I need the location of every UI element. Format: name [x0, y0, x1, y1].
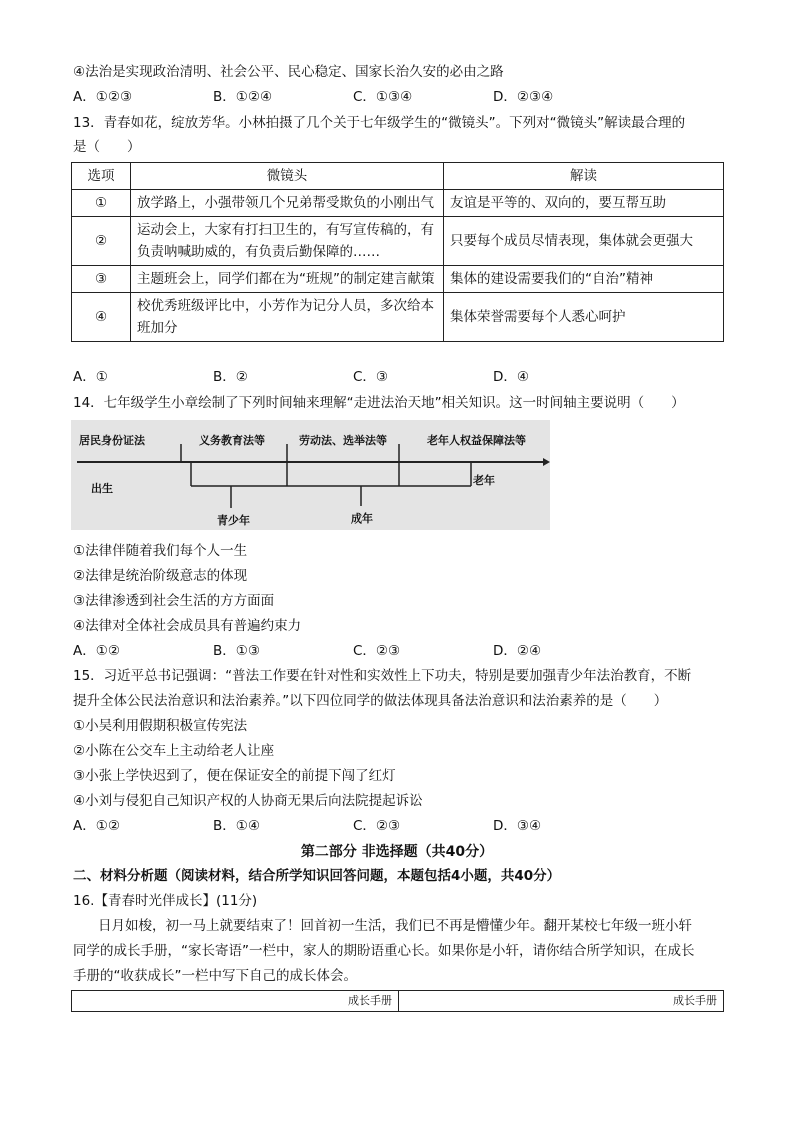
row-option: ③ — [72, 266, 131, 293]
option-a: A．①②③ — [73, 89, 133, 105]
q15-item-1: ①小吴利用假期积极宣传宪法 — [73, 718, 248, 734]
timeline-figure — [71, 420, 550, 530]
option-d: D．②④ — [493, 643, 542, 659]
option-b: B．①④ — [213, 818, 260, 834]
table-row — [72, 266, 724, 293]
timeline-label-elderly-law: 老年人权益保障法等 — [427, 434, 526, 447]
q12-item-4: ④法治是实现政治清明、社会公平、民心稳定、国家长治久安的必由之路 — [73, 64, 504, 80]
q12-options — [73, 87, 713, 107]
timeline-label-birth: 出生 — [91, 482, 113, 495]
option-b: B．①③ — [213, 643, 260, 659]
row-lens: 校优秀班级评比中，小芳作为记分人员，多次给本班加分 — [131, 293, 444, 342]
option-c: C．①③④ — [353, 89, 413, 105]
option-a: A．①② — [73, 818, 120, 834]
row-lens: 运动会上，大家有打扫卫生的，有写宣传稿的，有负责呐喊助威的，有负责后勤保障的…… — [131, 217, 444, 266]
header-lens: 微镜头 — [131, 163, 444, 190]
row-reading: 集体荣誉需要每个人悉心呵护 — [444, 293, 724, 342]
row-lens: 放学路上，小强带领几个兄弟帮受欺负的小刚出气 — [131, 190, 444, 217]
q14-options — [73, 641, 713, 661]
q15-item-4: ④小刘与侵犯自己知识产权的人协商无果后向法院提起诉讼 — [73, 793, 423, 809]
q16-paragraph-line2: 同学的成长手册，“家长寄语”一栏中，家人的期盼语重心长。如果你是小轩，请你结合所学知识，在成长 — [73, 943, 695, 959]
row-reading: 只要每个成员尽情表现，集体就会更强大 — [444, 217, 724, 266]
header-option: 选项 — [72, 163, 131, 190]
option-d: D．④ — [493, 369, 529, 385]
q14-item-3: ③法律渗透到社会生活的方方面面 — [73, 593, 275, 609]
option-a: A．① — [73, 369, 108, 385]
q13-stem-line1: 13．青春如花，绽放芳华。小林拍摄了几个关于七年级学生的“微镜头”。下列对“微镜头”解读最合理的 — [73, 115, 686, 131]
section-heading: 二、材料分析题（阅读材料，结合所学知识回答问题，本题包括4小题，共40分） — [73, 868, 561, 884]
row-option: ④ — [72, 293, 131, 342]
handbook-left-heading: 成长手册 — [348, 994, 392, 1007]
table-row — [72, 217, 724, 266]
q13-options — [73, 367, 713, 387]
row-option: ① — [72, 190, 131, 217]
q13-table — [71, 162, 724, 342]
q13-stem-line2: 是（ ） — [73, 139, 141, 155]
timeline-label-youth: 青少年 — [217, 514, 250, 527]
q16-title: 16.【青春时光伴成长】(11分) — [73, 893, 258, 909]
timeline-label-education-law: 义务教育法等 — [199, 434, 265, 447]
row-lens: 主题班会上，同学们都在为“班规”的制定建言献策 — [131, 266, 444, 293]
q15-item-2: ②小陈在公交车上主动给老人让座 — [73, 743, 275, 759]
part2-title: 第二部分 非选择题（共40分） — [300, 844, 494, 860]
timeline-label-adult: 成年 — [351, 512, 373, 525]
option-d: D．②③④ — [493, 89, 554, 105]
q14-item-4: ④法律对全体社会成员具有普遍约束力 — [73, 618, 302, 634]
q14-item-1: ①法律伴随着我们每个人一生 — [73, 543, 248, 559]
q14-stem: 14．七年级学生小章绘制了下列时间轴来理解“走进法治天地”相关知识。这一时间轴主要说明（ ） — [73, 395, 685, 411]
handbook-right-heading: 成长手册 — [673, 994, 717, 1007]
q14-item-2: ②法律是统治阶级意志的体现 — [73, 568, 248, 584]
option-b: B．①②④ — [213, 89, 273, 105]
table-header-row — [72, 163, 724, 190]
table-row — [72, 190, 724, 217]
q15-item-3: ③小张上学快迟到了，便在保证安全的前提下闯了红灯 — [73, 768, 396, 784]
option-c: C．③ — [353, 369, 389, 385]
q15-stem-line2: 提升全体公民法治意识和法治素养。”以下四位同学的做法体现具备法治意识和法治素养的是（ ） — [73, 693, 668, 709]
q15-stem-line1: 15．习近平总书记强调：“普法工作要在针对性和实效性上下功夫，特别是要加强青少年法治教育，不断 — [73, 668, 692, 684]
timeline-label-labor-law: 劳动法、选举法等 — [299, 434, 387, 447]
growth-handbook-table — [71, 990, 724, 1012]
q16-paragraph-line1: 日月如梭，初一马上就要结束了！回首初一生活，我们已不再是懵懂少年。翻开某校七年级一班小轩 — [98, 918, 692, 934]
row-option: ② — [72, 217, 131, 266]
option-c: C．②③ — [353, 818, 401, 834]
header-reading: 解读 — [444, 163, 724, 190]
q15-options — [73, 816, 713, 836]
table-row — [72, 293, 724, 342]
option-c: C．②③ — [353, 643, 401, 659]
option-d: D．③④ — [493, 818, 542, 834]
row-reading: 集体的建设需要我们的“自治”精神 — [444, 266, 724, 293]
q16-paragraph-line3: 手册的“收获成长”一栏中写下自己的成长体会。 — [73, 968, 357, 984]
timeline-label-old-age: 老年 — [473, 474, 495, 487]
option-a: A．①② — [73, 643, 120, 659]
timeline-label-id-law: 居民身份证法 — [79, 434, 145, 447]
row-reading: 友谊是平等的、双向的，要互帮互助 — [444, 190, 724, 217]
option-b: B．② — [213, 369, 248, 385]
